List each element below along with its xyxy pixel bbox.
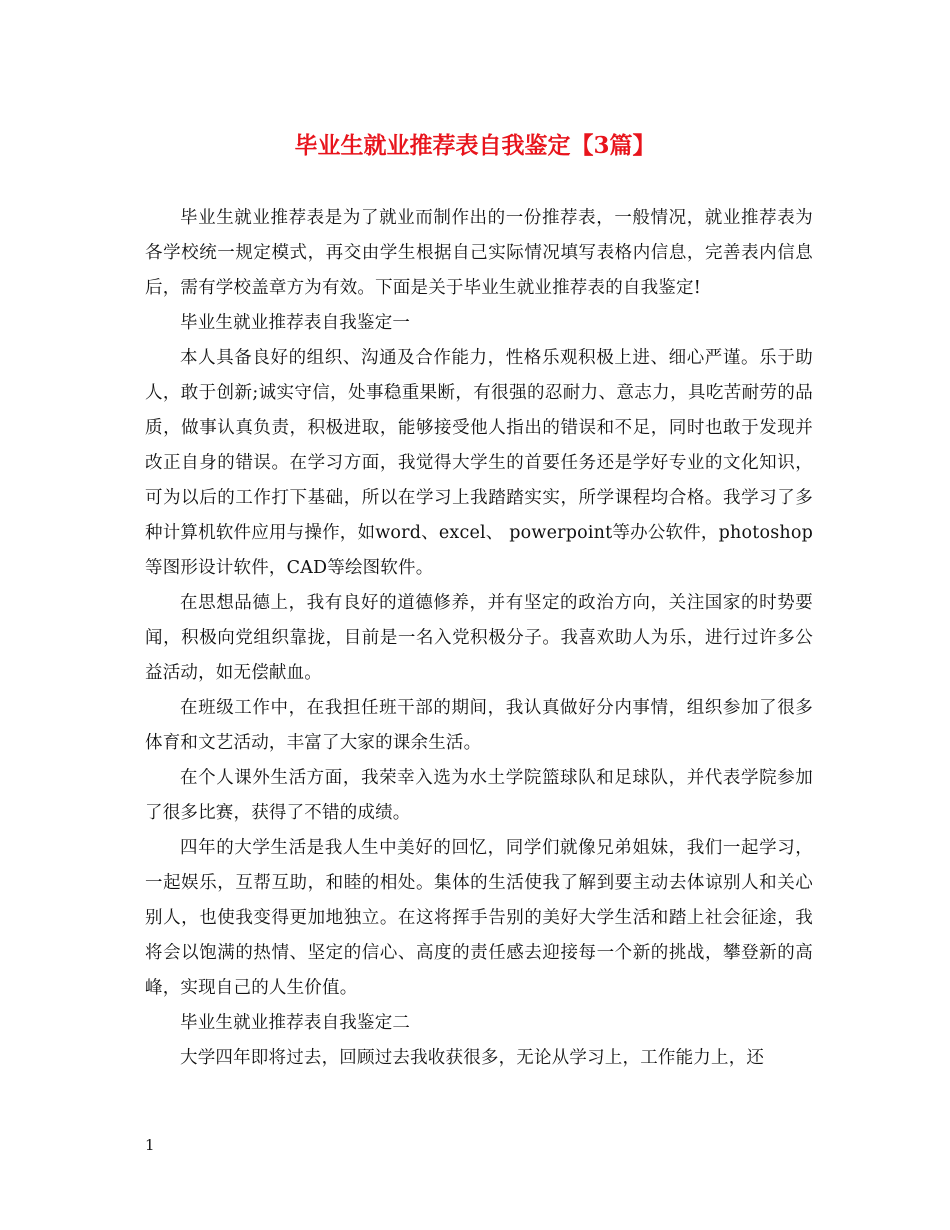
body-paragraph: 在个人课外生活方面，我荣幸入选为水土学院篮球队和足球队，并代表学院参加了很多比赛，获得了不错的成绩。 [145, 768, 813, 823]
body-paragraph: 大学四年即将过去，回顾过去我收获很多，无论从学习上，工作能力上，还 [180, 1048, 765, 1068]
document-body [145, 201, 813, 1076]
body-paragraph: 在思想品德上，我有良好的道德修养，并有坚定的政治方向，关注国家的时势要闻，积极向党组织靠拢，目前是一名入党积极分子。我喜欢助人为乐，进行过许多公益活动，如无偿献血。 [145, 593, 813, 683]
page-number: 1 [145, 1136, 155, 1154]
intro-paragraph: 毕业生就业推荐表是为了就业而制作出的一份推荐表，一般情况，就业推荐表为各学校统一规定模式，再交由学生根据自己实际情况填写表格内信息，完善表内信息后，需有学校盖章方为有效。下面是关于毕业生就业推荐表的自我鉴定! [145, 208, 813, 298]
body-paragraph: 本人具备良好的组织、沟通及合作能力，性格乐观积极上进、细心严谨。乐于助人，敢于创新;诚实守信，处事稳重果断，有很强的忍耐力、意志力，具吃苦耐劳的品质，做事认真负责，积极进取，能够接受他人指出的错误和不足，同时也敢于发现并改正自身的错误。在学习方面，我觉得大学生的首要任务还是学好专业的文化知识，可为以后的工作打下基础，所以在学习上我踏踏实实，所学课程均合格。我学习了多种计算机软件应用与操作，如word、excel、 powerpoint等办公软件，photoshop等图形设计软件，CAD等绘图软件。 [145, 348, 813, 578]
body-paragraph: 四年的大学生活是我人生中美好的回忆，同学们就像兄弟姐妹，我们一起学习，一起娱乐，互帮互助，和睦的相处。集体的生活使我了解到要主动去体谅别人和关心别人，也使我变得更加地独立。在这将挥手告别的美好大学生活和踏上社会征途，我将会以饱满的热情、坚定的信心、高度的责任感去迎接每一个新的挑战，攀登新的高峰，实现自己的人生价值。 [145, 838, 813, 998]
body-paragraph: 在班级工作中，在我担任班干部的期间，我认真做好分内事情，组织参加了很多体育和文艺活动，丰富了大家的课余生活。 [145, 698, 813, 753]
section-heading-two: 毕业生就业推荐表自我鉴定二 [180, 1013, 411, 1033]
document-title: 毕业生就业推荐表自我鉴定【3篇】 [294, 132, 656, 159]
section-heading-one: 毕业生就业推荐表自我鉴定一 [180, 313, 411, 333]
